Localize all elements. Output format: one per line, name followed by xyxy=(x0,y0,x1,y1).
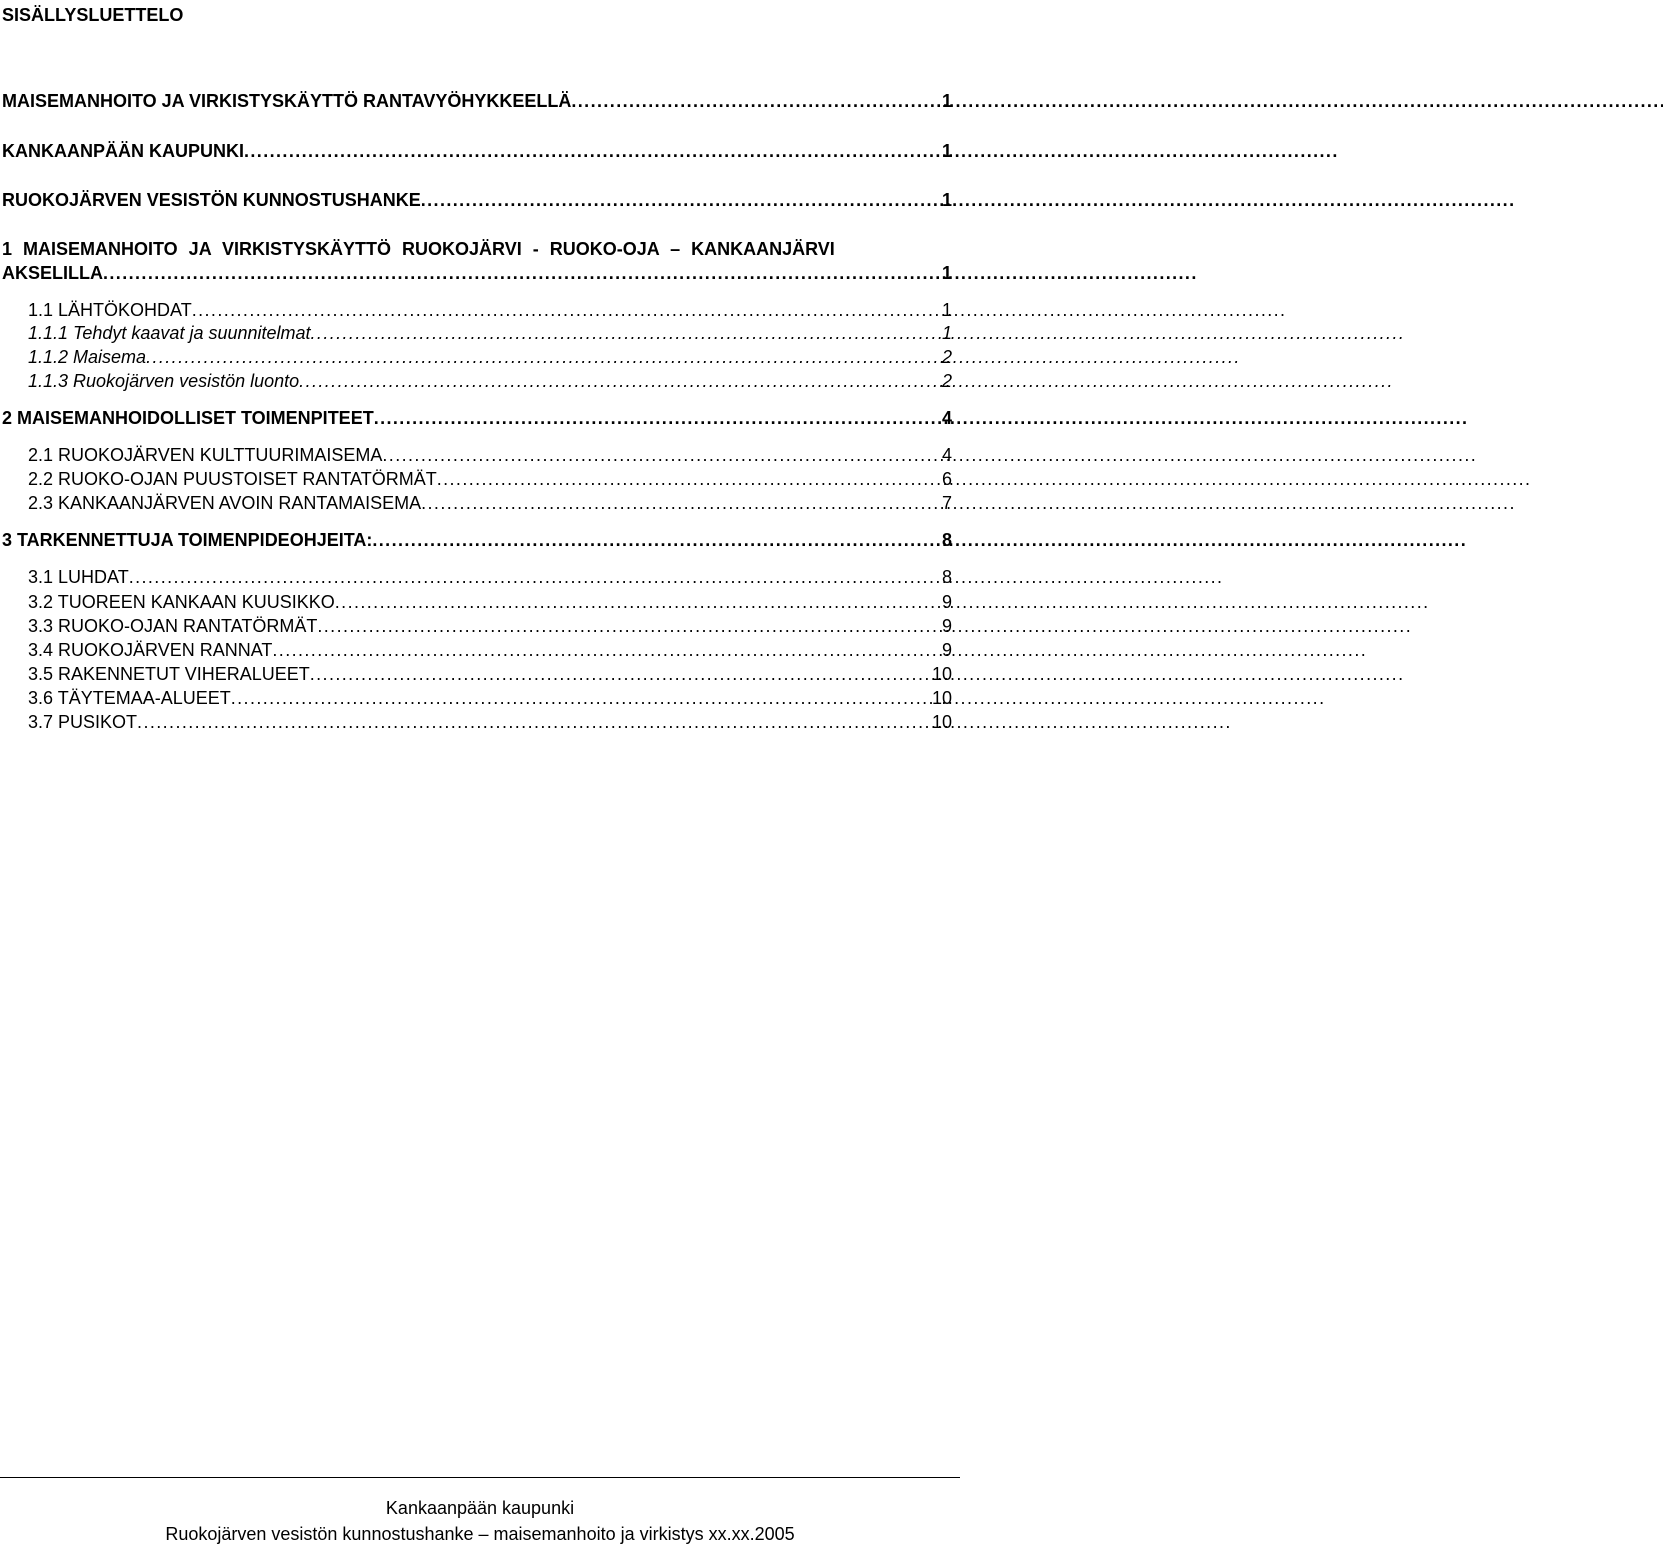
toc-entry-page: 1 xyxy=(941,323,952,343)
toc-leader-dots xyxy=(192,298,939,322)
footer-project: Ruokojärven vesistön kunnostushanke – maisemanhoito ja virkistys xx.xx.2005 xyxy=(165,1524,795,1544)
toc-leader-dots xyxy=(372,528,939,552)
toc-entry-page: 2 xyxy=(941,371,952,391)
footer-organization: Kankaanpään kaupunki xyxy=(385,1498,575,1518)
toc-leader-dots xyxy=(382,443,939,467)
toc-leader-dots xyxy=(311,321,939,345)
toc-entry-page: 8 xyxy=(941,530,952,550)
toc-leader-dots xyxy=(374,406,939,430)
toc-entry-label: 3.5 RAKENNETUT VIHERALUEET xyxy=(28,664,310,684)
toc-entry-label: 1.1 LÄHTÖKOHDAT xyxy=(28,300,192,320)
toc-entry-label: 1.1.2 Maisema xyxy=(28,347,147,367)
toc-entry-label: 3 TARKENNETTUJA TOIMENPIDEOHJEITA: xyxy=(2,530,373,550)
toc-leader-dots xyxy=(129,565,939,589)
footer-divider xyxy=(0,1477,960,1478)
toc-entry-label: 3.4 RUOKOJÄRVEN RANNAT xyxy=(28,640,273,660)
toc-entry[interactable] xyxy=(28,369,952,393)
toc-entry[interactable] xyxy=(28,321,952,345)
toc-entry-page: 1 xyxy=(941,263,952,283)
toc-leader-dots xyxy=(137,710,929,734)
toc-entry-page: 10 xyxy=(931,712,952,732)
toc-entry-page: 1 xyxy=(941,141,952,161)
toc-entry-label: 2.1 RUOKOJÄRVEN KULTTUURIMAISEMA xyxy=(28,445,383,465)
toc-entry-label: AKSELILLA xyxy=(2,263,103,283)
toc-entry[interactable] xyxy=(28,710,952,734)
toc-leader-dots xyxy=(335,590,939,614)
toc-entry[interactable] xyxy=(28,565,952,589)
toc-leader-dots xyxy=(317,614,939,638)
toc-entry-page: 1 xyxy=(941,91,952,111)
toc-entry-page: 9 xyxy=(941,592,952,612)
toc-entry-page: 1 xyxy=(941,190,952,210)
toc-entry[interactable] xyxy=(28,662,952,686)
toc-leader-dots xyxy=(231,686,929,710)
toc-leader-dots xyxy=(571,89,939,113)
toc-entry-label: MAISEMANHOITO JA VIRKISTYSKÄYTTÖ RANTAVYÖHYKKEELLÄ xyxy=(2,91,572,111)
toc-entry[interactable] xyxy=(28,345,952,369)
toc-leader-dots xyxy=(244,139,939,163)
toc-entry[interactable] xyxy=(2,188,952,212)
toc-entry[interactable] xyxy=(28,298,952,322)
toc-entry-page: 10 xyxy=(931,688,952,708)
toc-entry-page: 4 xyxy=(941,408,952,428)
toc-entry-label: 1.1.3 Ruokojärven vesistön luonto xyxy=(28,371,300,391)
toc-entry-label: 3.7 PUSIKOT xyxy=(28,712,138,732)
toc-entry[interactable] xyxy=(28,638,952,662)
toc-entry-label: 2 MAISEMANHOIDOLLISET TOIMENPITEET xyxy=(2,408,374,428)
toc-leader-dots xyxy=(310,662,929,686)
toc-leader-dots xyxy=(299,369,939,393)
toc-entry[interactable] xyxy=(28,491,952,515)
toc-entry-page: 6 xyxy=(941,469,952,489)
toc-entry-page: 9 xyxy=(941,640,952,660)
toc-leader-dots xyxy=(437,467,939,491)
toc-entry[interactable] xyxy=(28,443,952,467)
toc-entry[interactable] xyxy=(28,686,952,710)
toc-entry[interactable] xyxy=(28,467,952,491)
toc-entry-label: 3.1 LUHDAT xyxy=(28,567,129,587)
toc-entry-page: 2 xyxy=(941,347,952,367)
toc-entry[interactable] xyxy=(2,528,952,552)
toc-entry[interactable] xyxy=(28,590,952,614)
toc-entry-label: 3.2 TUOREEN KANKAAN KUUSIKKO xyxy=(28,592,335,612)
toc-leader-dots xyxy=(421,491,939,515)
toc-entry-page: 8 xyxy=(941,567,952,587)
toc-entry[interactable] xyxy=(2,406,952,430)
toc-leader-dots xyxy=(421,188,939,212)
toc-entry-label: RUOKOJÄRVEN VESISTÖN KUNNOSTUSHANKE xyxy=(2,190,421,210)
toc-leader-dots xyxy=(272,638,939,662)
toc-entry-label: 2.2 RUOKO-OJAN PUUSTOISET RANTATÖRMÄT xyxy=(28,469,437,489)
toc-entry-page: 10 xyxy=(931,664,952,684)
toc-entry-page: 4 xyxy=(941,445,952,465)
toc-entry[interactable] xyxy=(28,614,952,638)
toc-entry[interactable] xyxy=(2,139,952,163)
toc-leader-dots xyxy=(103,261,939,285)
toc-entry-label: 2.3 KANKAANJÄRVEN AVOIN RANTAMAISEMA xyxy=(28,493,422,513)
toc-leader-dots xyxy=(146,345,939,369)
toc-entry-page: 7 xyxy=(941,493,952,513)
toc-entry-label: 3.3 RUOKO-OJAN RANTATÖRMÄT xyxy=(28,616,318,636)
toc-heading: SISÄLLYSLUETTELO xyxy=(2,5,184,25)
toc-entry-label: KANKAANPÄÄN KAUPUNKI xyxy=(2,141,244,161)
toc-entry[interactable] xyxy=(2,89,952,113)
toc-entry-label-line1: 1 MAISEMANHOITO JA VIRKISTYSKÄYTTÖ RUOKOJÄRVI - RUOKO-OJA – KANKAANJÄRVI xyxy=(2,239,835,259)
toc-entry-page: 1 xyxy=(941,300,952,320)
toc-entry-label: 3.6 TÄYTEMAA-ALUEET xyxy=(28,688,231,708)
toc-entry-page: 9 xyxy=(941,616,952,636)
toc-entry[interactable] xyxy=(2,261,952,285)
toc-entry-label: 1.1.1 Tehdyt kaavat ja suunnitelmat xyxy=(28,323,311,343)
